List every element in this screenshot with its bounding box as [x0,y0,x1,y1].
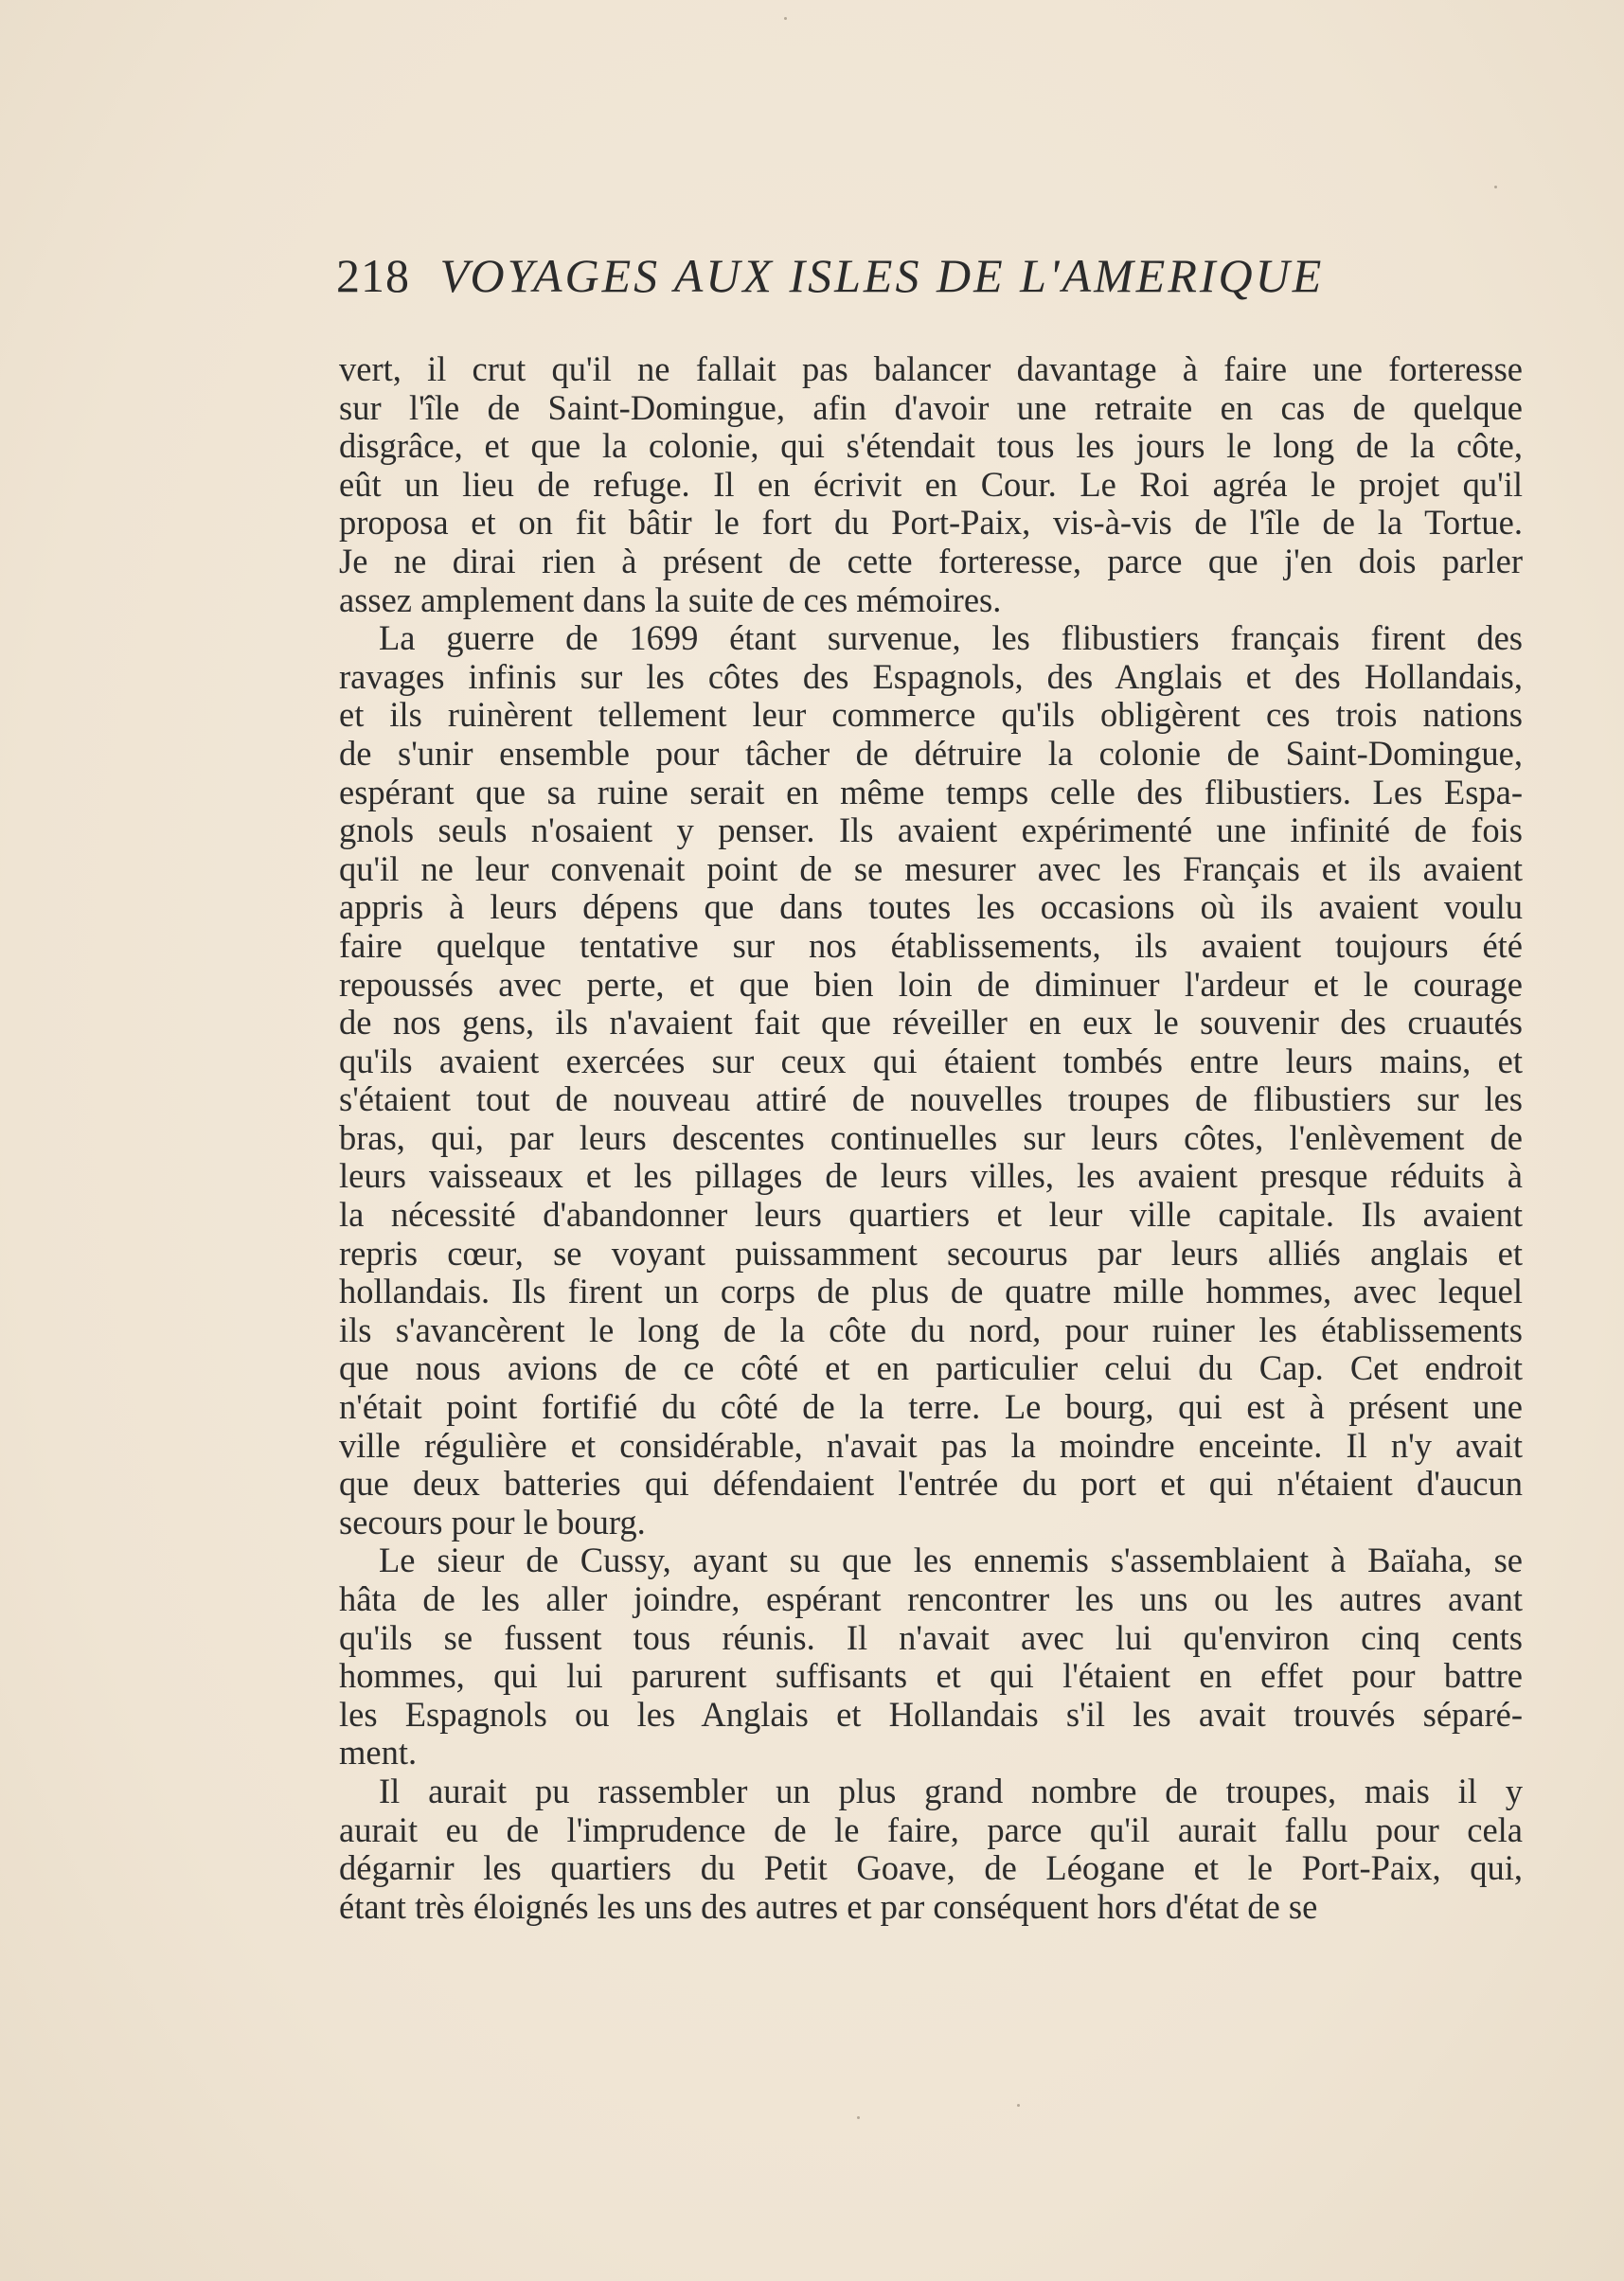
text-line: ment. [339,1734,418,1773]
text-line: assez amplement dans la suite de ces mémoires. [339,580,1002,619]
text-line: qu'ils avaient exercées sur ceux qui étaient tombés entre leurs mains, et [339,1042,1523,1080]
text-line: et ils ruinèrent tellement leur commerce qu'ils obligèrent ces trois nations [339,696,1523,735]
text-line: gnols seuls n'osaient y penser. Ils avaient expérimenté une infinité de fois [339,811,1523,850]
text-line: dégarnir les quartiers du Petit Goave, de Léogane et le Port-Paix, qui, [339,1849,1523,1888]
text-line: de s'unir ensemble pour tâcher de détruire la colonie de Saint-Domingue, [339,734,1523,773]
text-line: ils s'avancèrent le long de la côte du nord, pour ruiner les établissements [339,1310,1523,1349]
paragraph [339,1541,1523,1773]
body-text [339,350,1523,1926]
text-line: ville régulière et considérable, n'avait pas la moindre enceinte. Il n'y avait [339,1426,1523,1465]
text-line: La guerre de 1699 étant survenue, les flibustiers français firent des [379,619,1523,658]
text-line: sur l'île de Saint-Domingue, afin d'avoir une retraite en cas de quelque [339,388,1523,427]
text-line: s'étaient tout de nouveau attiré de nouvelles troupes de flibustiers sur les [339,1080,1523,1119]
text-line: disgrâce, et que la colonie, qui s'étendait tous les jours le long de la côte, [339,427,1523,466]
text-line: hommes, qui lui parurent suffisants et qui l'étaient en effet pour battre [339,1657,1523,1696]
text-line: qu'ils se fussent tous réunis. Il n'avait avec lui qu'environ cinq cents [339,1618,1523,1657]
text-line: Il aurait pu rassembler un plus grand nombre de troupes, mais il y [379,1772,1523,1810]
text-line: leurs vaisseaux et les pillages de leurs villes, les avaient presque réduits à [339,1157,1523,1196]
paper-speck [784,17,787,20]
paper-speck [857,2116,860,2119]
running-head [336,248,1520,314]
text-line: faire quelque tentative sur nos établissements, ils avaient toujours été [339,926,1523,965]
text-line: la nécessité d'abandonner leurs quartiers et leur ville capitale. Ils avaient [339,1196,1523,1235]
text-line: qu'il ne leur convenait point de se mesurer avec les Français et ils avaient [339,849,1523,888]
text-line: proposa et on fit bâtir le fort du Port-Paix, vis-à-vis de l'île de la Tortue. [339,504,1523,543]
text-line: de nos gens, ils n'avaient fait que réveiller en eux le souvenir des cruautés [339,1004,1523,1042]
text-line: vert, il crut qu'il ne fallait pas balancer davantage à faire une forteresse [339,350,1523,388]
text-line: Je ne dirai rien à présent de cette forteresse, parce que j'en dois parler [339,542,1523,580]
paper-speck [1494,186,1497,188]
text-line: que nous avions de ce côté et en particulier celui du Cap. Cet endroit [339,1349,1523,1388]
paper-speck [1017,2104,1020,2107]
paragraph [339,1773,1523,1926]
text-line: repoussés avec perte, et que bien loin de diminuer l'ardeur et le courage [339,965,1523,1004]
text-line: espérant que sa ruine serait en même temps celle des flibustiers. Les Espa- [339,773,1523,811]
text-line: que deux batteries qui défendaient l'entrée du port et qui n'étaient d'aucun [339,1465,1523,1504]
text-line: Le sieur de Cussy, ayant su que les ennemis s'assemblaient à Baïaha, se [379,1541,1523,1580]
text-line: eût un lieu de refuge. Il en écrivit en Cour. Le Roi agréa le projet qu'il [339,465,1523,504]
paragraph [339,619,1523,1541]
text-line: hâta de les aller joindre, espérant rencontrer les uns ou les autres avant [339,1580,1523,1618]
text-line: ravages infinis sur les côtes des Espagnols, des Anglais et des Hollandais, [339,657,1523,696]
text-line: les Espagnols ou les Anglais et Hollandais s'il les avait trouvés séparé- [339,1695,1523,1734]
text-line: aurait eu de l'imprudence de le faire, parce qu'il aurait fallu pour cela [339,1810,1523,1849]
text-line: appris à leurs dépens que dans toutes les occasions où ils avaient voulu [339,888,1523,927]
book-title: VOYAGES AUX ISLES DE L'AMERIQUE [439,249,1325,302]
text-line: repris cœur, se voyant puissamment secourus par leurs alliés anglais et [339,1234,1523,1273]
text-line: n'était point fortifié du côté de la terre. Le bourg, qui est à présent une [339,1388,1523,1427]
text-line: étant très éloignés les uns des autres et par conséquent hors d'état de se [339,1887,1318,1926]
text-line: secours pour le bourg. [339,1503,646,1541]
paragraph [339,350,1523,619]
page-number: 218 [336,249,410,302]
text-line: hollandais. Ils firent un corps de plus de quatre mille hommes, avec lequel [339,1273,1523,1311]
text-line: bras, qui, par leurs descentes continuelles sur leurs côtes, l'enlèvement de [339,1118,1523,1157]
